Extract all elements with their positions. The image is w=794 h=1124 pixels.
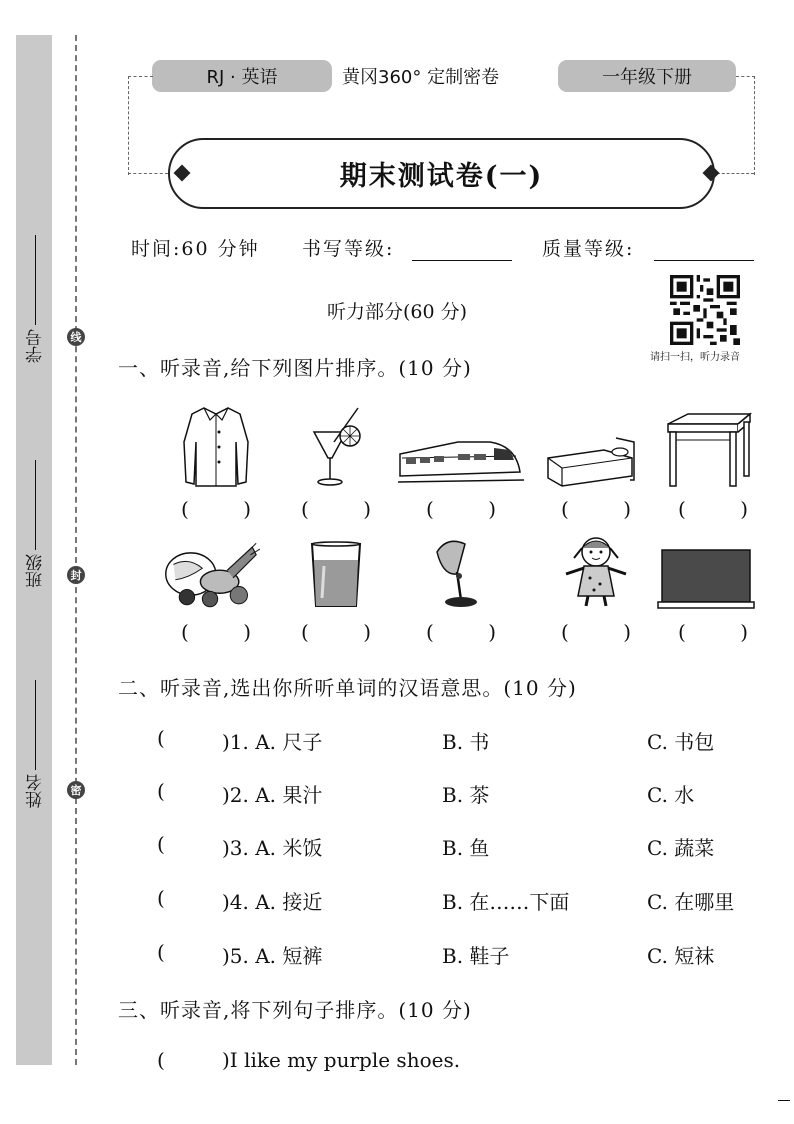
answer-blank[interactable]: ( ) bbox=[181, 620, 251, 644]
seal-mark-seal: 封 bbox=[67, 566, 85, 584]
answer-blank[interactable]: ( ) bbox=[561, 497, 631, 521]
left-connector bbox=[128, 76, 153, 175]
option-b: B. 茶 bbox=[442, 783, 490, 807]
option-c: C. 水 bbox=[647, 783, 695, 807]
left-connector-bottom bbox=[128, 173, 168, 174]
section3-title: 三、听录音,将下列句子排序。(10 分) bbox=[118, 998, 472, 1022]
answer-paren[interactable]: ( bbox=[157, 779, 165, 803]
lamp-icon bbox=[421, 534, 491, 610]
option-b: B. 鱼 bbox=[442, 836, 490, 860]
subject-pill: RJ · 英语 bbox=[152, 60, 332, 92]
lamp-image bbox=[406, 520, 506, 610]
answer-blank[interactable]: ( ) bbox=[301, 497, 371, 521]
train-image bbox=[396, 398, 526, 488]
option-b: B. 书 bbox=[442, 730, 490, 754]
page-edge-mark bbox=[778, 1100, 790, 1101]
table-image bbox=[656, 398, 756, 488]
section1-title: 一、听录音,给下列图片排序。(10 分) bbox=[118, 356, 472, 380]
answer-paren[interactable]: ( bbox=[157, 726, 165, 750]
bed-icon bbox=[542, 428, 638, 488]
option-c: C. 短袜 bbox=[647, 944, 715, 968]
answer-paren[interactable]: ( bbox=[157, 940, 165, 964]
water-glass-image bbox=[286, 520, 386, 610]
class-label: 班级 bbox=[25, 554, 46, 588]
answer-blank[interactable]: ( ) bbox=[561, 620, 631, 644]
bed-image bbox=[540, 398, 640, 488]
writing-grade-label: 书写等级: bbox=[302, 238, 395, 260]
table-icon bbox=[658, 412, 754, 488]
seal-mark-secret: 密 bbox=[67, 781, 85, 799]
series-name: 黄冈360° 定制密卷 bbox=[342, 67, 500, 88]
sentence-row[interactable] bbox=[157, 1048, 757, 1078]
answer-blank[interactable]: ( ) bbox=[426, 497, 496, 521]
option-a: )1. A. 尺子 bbox=[222, 730, 323, 754]
option-c: C. 蔬菜 bbox=[647, 836, 715, 860]
juice-glass-icon bbox=[296, 402, 376, 488]
title-frame bbox=[168, 138, 715, 209]
seal-mark-line: 线 bbox=[67, 328, 85, 346]
class-field[interactable] bbox=[20, 460, 50, 588]
question-row[interactable] bbox=[157, 940, 757, 970]
exam-title: 期末测试卷(一) bbox=[339, 161, 544, 192]
blackboard-icon bbox=[656, 548, 756, 610]
shirt-image bbox=[166, 398, 266, 488]
option-c: C. 在哪里 bbox=[647, 890, 735, 914]
answer-blank[interactable]: ( ) bbox=[678, 497, 748, 521]
writing-grade-blank[interactable] bbox=[412, 240, 512, 261]
answer-blank[interactable]: ( ) bbox=[678, 620, 748, 644]
name-field[interactable] bbox=[20, 680, 50, 808]
train-icon bbox=[398, 428, 524, 488]
right-connector bbox=[736, 76, 755, 175]
name-label: 姓名 bbox=[25, 774, 46, 808]
answer-blank[interactable]: ( ) bbox=[426, 620, 496, 644]
option-a: )5. A. 短裤 bbox=[222, 944, 323, 968]
question-row[interactable] bbox=[157, 886, 757, 916]
name-blank[interactable] bbox=[35, 680, 36, 770]
quality-grade-blank[interactable] bbox=[654, 240, 754, 261]
question-row[interactable] bbox=[157, 726, 757, 756]
qr-caption: 请扫一扫，听力录音 bbox=[650, 352, 740, 363]
option-c: C. 书包 bbox=[647, 730, 715, 754]
section2-title: 二、听录音,选出你所听单词的汉语意思。(10 分) bbox=[118, 676, 577, 700]
cut-line bbox=[75, 35, 77, 1065]
blackboard-image bbox=[656, 520, 756, 610]
water-glass-icon bbox=[306, 540, 366, 610]
class-blank[interactable] bbox=[35, 460, 36, 550]
option-a: )4. A. 接近 bbox=[222, 890, 323, 914]
question-row[interactable] bbox=[157, 779, 757, 809]
answer-paren[interactable]: ( bbox=[157, 832, 165, 856]
answer-paren[interactable]: ( bbox=[157, 1048, 165, 1072]
quality-grade-label: 质量等级: bbox=[542, 238, 635, 260]
time-info: 时间:60 分钟 bbox=[131, 238, 260, 260]
answer-blank[interactable]: ( ) bbox=[181, 497, 251, 521]
vegetables-icon bbox=[160, 540, 260, 610]
doll-icon bbox=[556, 534, 636, 610]
option-b: B. 在……下面 bbox=[442, 890, 570, 914]
answer-blank[interactable]: ( ) bbox=[301, 620, 371, 644]
shirt-icon bbox=[176, 402, 256, 488]
doll-image bbox=[546, 520, 646, 610]
option-a: )3. A. 米饭 bbox=[222, 836, 323, 860]
option-a: )2. A. 果汁 bbox=[222, 783, 323, 807]
option-b: B. 鞋子 bbox=[442, 944, 510, 968]
listening-heading: 听力部分(60 分) bbox=[326, 301, 468, 323]
sentence-text: )I like my purple shoes. bbox=[222, 1048, 461, 1072]
question-row[interactable] bbox=[157, 832, 757, 862]
juice-glass-image bbox=[286, 398, 386, 488]
vegetables-image bbox=[160, 520, 260, 610]
answer-paren[interactable]: ( bbox=[157, 886, 165, 910]
student-id-label: 学号 bbox=[25, 329, 46, 363]
grade-pill: 一年级下册 bbox=[558, 60, 736, 92]
